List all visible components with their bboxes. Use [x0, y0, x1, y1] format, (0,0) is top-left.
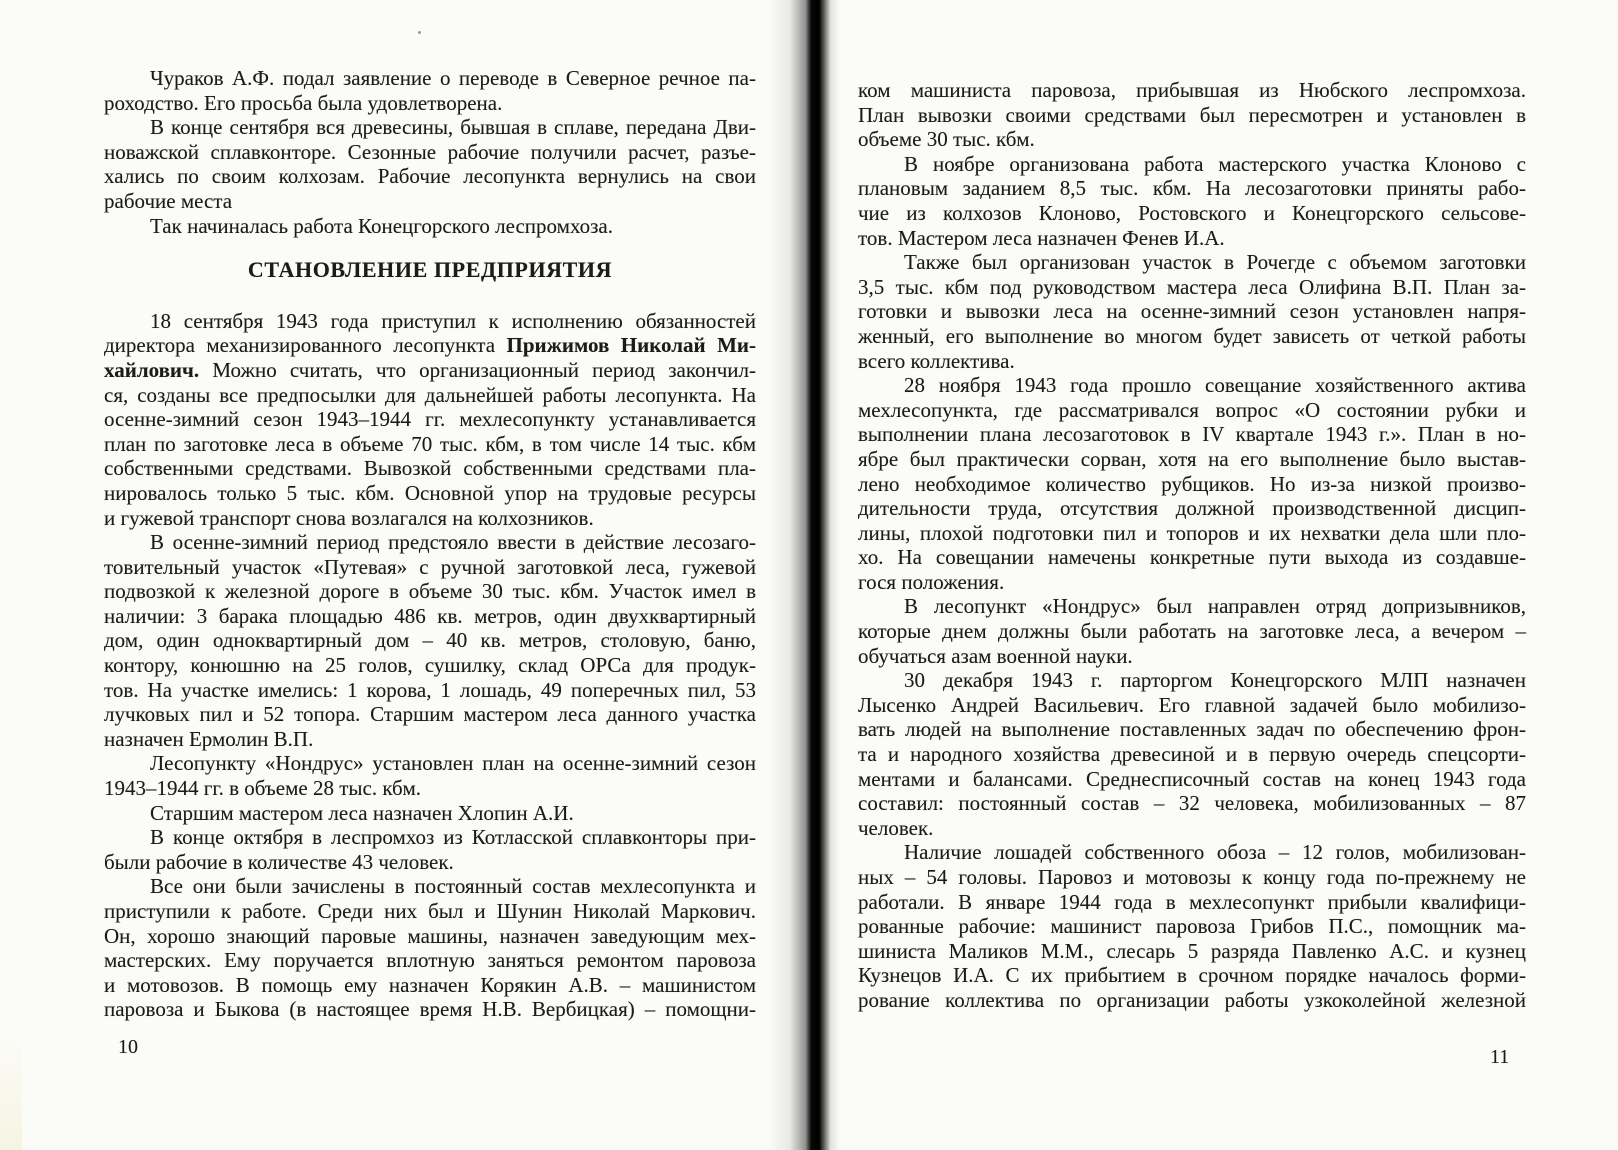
- text-line: Он, хорошо знающий паровые машины, назначен заведующим мех-: [104, 923, 756, 948]
- text-line: дительности труда, отсутствия должной производственной дисцип-: [858, 496, 1526, 521]
- text-line: рабочие места: [104, 188, 233, 213]
- text-line: и гужевой транспорт снова возлагался на колхозников.: [104, 505, 594, 530]
- text-line: контору, конюшню на 25 голов, сушилку, склад ОРСа для продук-: [104, 653, 756, 678]
- text-line: Чураков А.Ф. подал заявление о переводе в Северное речное па-: [150, 66, 756, 90]
- text-line: план по заготовке леса в объеме 70 тыс. кбм, в том числе 14 тыс. кбм: [104, 431, 756, 456]
- text-line: объеме 30 тыс. кбм.: [858, 127, 1035, 152]
- text-line: В ноябре организована работа мастерского участка Клоново с: [904, 151, 1526, 176]
- text-line: наличии: 3 барака площадью 486 кв. метров, один двухквартирный: [104, 603, 756, 628]
- text-line: Лесопункту «Нондрус» установлен план на осенне-зимний сезон: [150, 751, 756, 776]
- page-number-left: 10: [118, 1036, 138, 1058]
- text-line: Кузнецов И.А. С их прибытием в срочном порядке началось форми-: [858, 963, 1526, 988]
- text-line: ком машиниста паровоза, прибывшая из Нюбского леспромхоза.: [858, 78, 1526, 102]
- text-line: подвозкой к железной дороге в объеме 30 тыс. кбм. Участок имел в: [104, 579, 756, 604]
- text-line: мехлесопункта, где рассматривался вопрос «О состоянии рубки и: [858, 397, 1526, 422]
- text-line: хайлович. Можно считать, что организационный период закончил-: [104, 357, 756, 382]
- text-line: 1943–1944 гг. в объеме 28 тыс. кбм.: [104, 776, 422, 801]
- text-line: 3,5 тыс. кбм под руководством мастера леса Олифина В.П. План за-: [858, 274, 1526, 299]
- text-line: ябре был практически сорван, хотя на его выполнение было выстав-: [858, 446, 1526, 471]
- bold-text: хайлович.: [104, 357, 200, 382]
- text-line: обучаться азам военной науки.: [858, 643, 1133, 668]
- text-line: роходство. Его просьба была удовлетворена.: [104, 90, 503, 115]
- text-line: тов. На участке имелись: 1 корова, 1 лошадь, 49 поперечных пил, 53: [104, 677, 756, 702]
- text-line: рование коллектива по организации работы узкоколейной железной: [858, 987, 1526, 1012]
- text-line: всего коллектива.: [858, 348, 1015, 373]
- text-line: лено необходимое количество рубщиков. Но из-за низкой произво-: [858, 471, 1526, 496]
- paper-edge-tint: [0, 1040, 22, 1150]
- text-line: В лесопункт «Нондрус» был направлен отряд допризывников,: [904, 594, 1526, 619]
- text-line: директора механизированного лесопункта Прижимов Николай Ми-: [104, 333, 757, 358]
- text-line: 30 декабря 1943 г. парторгом Конецгорского МЛП назначен: [904, 668, 1526, 693]
- text-line: ных – 54 головы. Паровоз и мотовозы к концу года по-прежнему не: [858, 865, 1526, 889]
- text-line: гося положения.: [858, 569, 1005, 594]
- text-line: новажской сплавконторе. Сезонные рабочие получили расчет, разъе-: [104, 139, 756, 164]
- text-line: которые днем должны были работать на заготовке леса, а вечером –: [858, 619, 1526, 644]
- text-line: шиниста Маликов М.М., слесарь 5 разряда Павленко А.С. и кузнец: [858, 938, 1526, 963]
- page-number-right: 11: [1490, 1046, 1510, 1068]
- text-line: человек.: [858, 815, 934, 840]
- text-line: хались по своим колхозам. Рабочие лесопункта вернулись на свои: [104, 164, 756, 189]
- text-line: нировалось только 5 тыс. кбм. Основной упор на трудовые ресурсы: [104, 480, 756, 505]
- text-line: В конце октября в леспромхоз из Котласской сплавконторы при-: [150, 825, 756, 850]
- text-line: паровоза и Быкова (в настоящее время Н.В. Вербицкая) – помощни-: [104, 997, 756, 1022]
- text-line: товительный участок «Путевая» с ручной заготовкой леса, гужевой: [104, 554, 756, 579]
- text-line: назначен Ермолин В.П.: [104, 726, 314, 751]
- text-line: План вывозки своими средствами был пересмотрен и установлен в: [858, 102, 1526, 127]
- text-line: выполнении плана лесозаготовок в IV квартале 1943 г.». План в но-: [858, 422, 1526, 447]
- text-line: рованные рабочие: машинист паровоза Грибов П.С., помощник ма-: [858, 914, 1526, 939]
- text-line: плановым заданием 8,5 тыс. кбм. На лесозаготовки приняты рабо-: [858, 176, 1526, 201]
- page-left: [104, 66, 756, 1022]
- section-heading: СТАНОВЛЕНИЕ ПРЕДПРИЯТИЯ: [247, 257, 613, 283]
- text-line: работали. В январе 1944 года в мехлесопункт прибыли квалифици-: [858, 889, 1526, 914]
- text-line: Также был организован участок в Рочегде с объемом заготовки: [904, 250, 1526, 275]
- text-line: собственными средствами. Вывозкой собственными средствами пла-: [104, 456, 756, 481]
- text-line: были рабочие в количестве 43 человек.: [104, 849, 454, 874]
- text-line: готовки и вывозки леса на осенне-зимний сезон установлен напря-: [858, 299, 1526, 324]
- text-line: вать людей на выполнение поставленных задач по обеспечению фрон-: [858, 717, 1526, 742]
- text-line: составил: постоянный состав – 32 человека, мобилизованных – 87: [858, 791, 1526, 816]
- text-line: 18 сентября 1943 года приступил к исполнению обязанностей: [150, 308, 756, 333]
- text-line: 28 ноября 1943 года прошло совещание хозяйственного актива: [904, 373, 1526, 398]
- bold-text: Прижимов Николай Ми-: [506, 333, 757, 358]
- text-line: мастерских. Ему поручается вплотную заняться ремонтом паровоза: [104, 948, 756, 973]
- text-line: В осенне-зимний период предстояло ввести в действие лесозаго-: [150, 530, 756, 555]
- book-gutter-shadow: [768, 0, 840, 1150]
- text-line: та и народного хозяйства древесиной и в первую очередь спецсорти-: [858, 742, 1526, 767]
- text-line: и мотовозов. В помощь ему назначен Корякин А.В. – машинистом: [104, 972, 756, 997]
- text-line: Наличие лошадей собственного обоза – 12 голов, мобилизован-: [904, 840, 1526, 865]
- text-line: тов. Мастером леса назначен Фенев И.А.: [858, 225, 1225, 250]
- text-line: Так начиналась работа Конецгорского леспромхоза.: [150, 213, 614, 238]
- page-right: [858, 78, 1526, 1013]
- text-line: осенне-зимний сезон 1943–1944 гг. мехлесопункту устанавливается: [104, 407, 756, 432]
- text-line: Все они были зачислены в постоянный состав мехлесопункта и: [150, 874, 756, 899]
- text-line: чие из колхозов Клоново, Ростовского и Конецгорского сельсове-: [858, 200, 1526, 225]
- text-line: женный, его выполнение во многом будет зависеть от четкой работы: [858, 323, 1526, 348]
- text-line: лучковых пил и 52 топора. Старшим мастером леса данного участка: [104, 702, 756, 727]
- scan-speck: [418, 31, 421, 34]
- text-line: дом, один одноквартирный дом – 40 кв. метров, столовую, баню,: [104, 628, 756, 653]
- text-line: ментами и балансами. Среднесписочный состав на конец 1943 года: [858, 766, 1526, 791]
- text-line: приступили к работе. Среди них был и Шунин Николай Маркович.: [104, 899, 756, 923]
- text-line: лины, плохой подготовки пил и топоров и их нехватки дела шли пло-: [858, 520, 1526, 545]
- text-line: Старшим мастером леса назначен Хлопин А.И.: [150, 800, 574, 825]
- text-line: Лысенко Андрей Васильевич. Его главной задачей было мобилизо-: [858, 692, 1526, 717]
- text-line: хо. На совещании намечены конкретные пути выхода из создавше-: [858, 545, 1526, 570]
- text-line: ся, созданы все предпосылки для дальнейшей работы лесопункта. На: [104, 382, 756, 407]
- text-line: В конце сентября вся древесины, бывшая в сплаве, передана Дви-: [150, 115, 756, 140]
